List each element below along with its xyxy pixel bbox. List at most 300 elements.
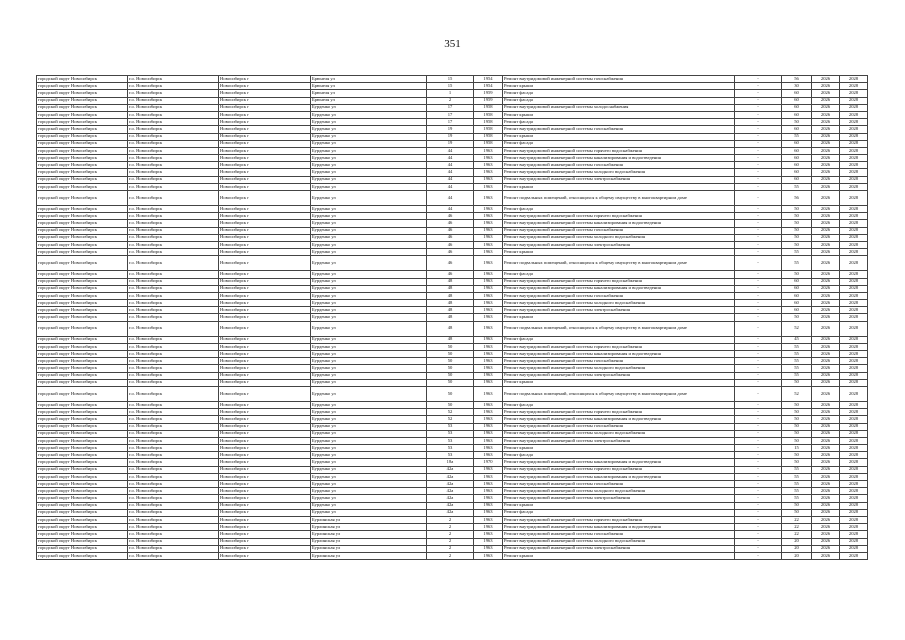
dash-cell: - (735, 452, 782, 459)
street-cell: Бурденко ул (311, 176, 427, 183)
house-cell: 50 (427, 372, 474, 379)
value-cell: 50 (782, 220, 812, 227)
start-year-cell: 2026 (812, 488, 840, 495)
work-type-cell: Ремонт подвальных помещений, относящихся к общему имуществу в многоквартирном доме (503, 321, 735, 336)
start-year-cell: 2026 (812, 416, 840, 423)
end-year-cell: 2028 (840, 191, 868, 206)
city-cell: Новосибирск г (219, 538, 311, 545)
end-year-cell: 2028 (840, 524, 868, 531)
work-type-cell: Ремонт крыши (503, 111, 735, 118)
municipality-cell: г.о. Новосибирск (128, 256, 219, 271)
value-cell: 55 (782, 358, 812, 365)
district-cell: городской округ Новосибирск (37, 206, 128, 213)
start-year-cell: 2026 (812, 147, 840, 154)
house-cell: 53 (427, 430, 474, 437)
house-cell: 44 (427, 206, 474, 213)
end-year-cell: 2028 (840, 430, 868, 437)
city-cell: Новосибирск г (219, 176, 311, 183)
end-year-cell: 2028 (840, 473, 868, 480)
value-cell: 20 (782, 552, 812, 559)
value-cell: 55 (782, 351, 812, 358)
city-cell: Новосибирск г (219, 234, 311, 241)
house-cell: 48 (427, 285, 474, 292)
work-type-cell: Ремонт фасада (503, 336, 735, 343)
table-row (37, 300, 868, 307)
end-year-cell: 2028 (840, 256, 868, 271)
work-type-cell: Ремонт крыши (503, 83, 735, 90)
table-row (37, 206, 868, 213)
work-type-cell: Ремонт внутридомовой инженерной системы холодного водоснабжения (503, 234, 735, 241)
house-cell: 17 (427, 104, 474, 111)
district-cell: городской округ Новосибирск (37, 552, 128, 559)
value-cell: 55 (782, 495, 812, 502)
street-cell: Бурлинская ул (311, 552, 427, 559)
end-year-cell: 2028 (840, 300, 868, 307)
house-cell: 19 (427, 133, 474, 140)
city-cell: Новосибирск г (219, 379, 311, 386)
year-cell: 1963 (474, 278, 503, 285)
start-year-cell: 2026 (812, 76, 840, 83)
start-year-cell: 2026 (812, 545, 840, 552)
municipality-cell: г.о. Новосибирск (128, 76, 219, 83)
dash-cell: - (735, 104, 782, 111)
municipality-cell: г.о. Новосибирск (128, 104, 219, 111)
work-type-cell: Ремонт внутридомовой инженерной системы горячего водоснабжения (503, 409, 735, 416)
start-year-cell: 2026 (812, 285, 840, 292)
house-cell: 46 (427, 256, 474, 271)
value-cell: 50 (782, 430, 812, 437)
end-year-cell: 2028 (840, 111, 868, 118)
year-cell: 1963 (474, 409, 503, 416)
city-cell: Новосибирск г (219, 97, 311, 104)
street-cell: Бурденко ул (311, 459, 427, 466)
municipality-cell: г.о. Новосибирск (128, 183, 219, 190)
value-cell: 60 (782, 97, 812, 104)
year-cell: 1959 (474, 90, 503, 97)
municipality-cell: г.о. Новосибирск (128, 321, 219, 336)
municipality-cell: г.о. Новосибирск (128, 162, 219, 169)
value-cell: 50 (782, 314, 812, 321)
district-cell: городской округ Новосибирск (37, 351, 128, 358)
district-cell: городской округ Новосибирск (37, 365, 128, 372)
end-year-cell: 2028 (840, 538, 868, 545)
house-cell: 44 (427, 183, 474, 190)
start-year-cell: 2026 (812, 278, 840, 285)
value-cell: 60 (782, 176, 812, 183)
year-cell: 1963 (474, 234, 503, 241)
district-cell: городской округ Новосибирск (37, 423, 128, 430)
city-cell: Новосибирск г (219, 285, 311, 292)
value-cell: 50 (782, 416, 812, 423)
dash-cell: - (735, 292, 782, 299)
dash-cell: - (735, 343, 782, 350)
district-cell: городской округ Новосибирск (37, 83, 128, 90)
end-year-cell: 2028 (840, 169, 868, 176)
table-row (37, 502, 868, 509)
dash-cell: - (735, 416, 782, 423)
city-cell: Новосибирск г (219, 502, 311, 509)
house-cell: 48 (427, 278, 474, 285)
year-cell: 1963 (474, 162, 503, 169)
dash-cell: - (735, 531, 782, 538)
end-year-cell: 2028 (840, 140, 868, 147)
house-cell: 44 (427, 155, 474, 162)
street-cell: Бурденко ул (311, 379, 427, 386)
end-year-cell: 2028 (840, 307, 868, 314)
year-cell: 1970 (474, 459, 503, 466)
street-cell: Бурденко ул (311, 111, 427, 118)
street-cell: Бурденко ул (311, 213, 427, 220)
street-cell: Бурденко ул (311, 481, 427, 488)
district-cell: городской округ Новосибирск (37, 459, 128, 466)
district-cell: городской округ Новосибирск (37, 386, 128, 401)
district-cell: городской округ Новосибирск (37, 191, 128, 206)
work-type-cell: Ремонт внутридомовой инженерной системы газоснабжения (503, 227, 735, 234)
city-cell: Новосибирск г (219, 516, 311, 523)
end-year-cell: 2028 (840, 104, 868, 111)
city-cell: Новосибирск г (219, 111, 311, 118)
district-cell: городской округ Новосибирск (37, 249, 128, 256)
street-cell: Бурденко ул (311, 191, 427, 206)
work-type-cell: Ремонт внутридомовой инженерной системы холодоснабжения (503, 104, 735, 111)
start-year-cell: 2026 (812, 379, 840, 386)
end-year-cell: 2028 (840, 445, 868, 452)
street-cell: Бурденко ул (311, 423, 427, 430)
district-cell: городской округ Новосибирск (37, 162, 128, 169)
work-type-cell: Ремонт крыши (503, 379, 735, 386)
dash-cell: - (735, 162, 782, 169)
end-year-cell: 2028 (840, 509, 868, 516)
end-year-cell: 2028 (840, 126, 868, 133)
dash-cell: - (735, 386, 782, 401)
table-row (37, 459, 868, 466)
year-cell: 1963 (474, 249, 503, 256)
value-cell: 60 (782, 126, 812, 133)
work-type-cell: Ремонт внутридомовой инженерной системы холодного водоснабжения (503, 300, 735, 307)
dash-cell: - (735, 430, 782, 437)
end-year-cell: 2028 (840, 176, 868, 183)
city-cell: Новосибирск г (219, 191, 311, 206)
dash-cell: - (735, 155, 782, 162)
work-type-cell: Ремонт внутридомовой инженерной системы газоснабжения (503, 481, 735, 488)
house-cell: 46 (427, 227, 474, 234)
value-cell: 50 (782, 213, 812, 220)
municipality-cell: г.о. Новосибирск (128, 285, 219, 292)
house-cell: 42а (427, 481, 474, 488)
start-year-cell: 2026 (812, 516, 840, 523)
start-year-cell: 2026 (812, 423, 840, 430)
page-number: 351 (444, 38, 461, 50)
municipality-cell: г.о. Новосибирск (128, 481, 219, 488)
municipality-cell: г.о. Новосибирск (128, 307, 219, 314)
municipality-cell: г.о. Новосибирск (128, 372, 219, 379)
street-cell: Бурденко ул (311, 183, 427, 190)
end-year-cell: 2028 (840, 495, 868, 502)
house-cell: 53 (427, 423, 474, 430)
district-cell: городской округ Новосибирск (37, 104, 128, 111)
house-cell: 50 (427, 343, 474, 350)
city-cell: Новосибирск г (219, 343, 311, 350)
start-year-cell: 2026 (812, 206, 840, 213)
street-cell: Бурденко ул (311, 437, 427, 444)
value-cell: 60 (782, 278, 812, 285)
work-type-cell: Ремонт внутридомовой инженерной системы горячего водоснабжения (503, 213, 735, 220)
table-row (37, 379, 868, 386)
city-cell: Новосибирск г (219, 430, 311, 437)
table-row (37, 452, 868, 459)
district-cell: городской округ Новосибирск (37, 509, 128, 516)
start-year-cell: 2026 (812, 271, 840, 278)
start-year-cell: 2026 (812, 90, 840, 97)
dash-cell: - (735, 256, 782, 271)
start-year-cell: 2026 (812, 552, 840, 559)
street-cell: Бурденко ул (311, 336, 427, 343)
table-row (37, 176, 868, 183)
house-cell: 2 (427, 531, 474, 538)
table-row (37, 285, 868, 292)
year-cell: 1963 (474, 314, 503, 321)
dash-cell: - (735, 488, 782, 495)
city-cell: Новосибирск г (219, 531, 311, 538)
table-row (37, 256, 868, 271)
city-cell: Новосибирск г (219, 147, 311, 154)
year-cell: 1963 (474, 538, 503, 545)
city-cell: Новосибирск г (219, 524, 311, 531)
value-cell: 30 (782, 83, 812, 90)
year-cell: 1963 (474, 502, 503, 509)
dash-cell: - (735, 234, 782, 241)
table-row (37, 401, 868, 408)
end-year-cell: 2028 (840, 386, 868, 401)
start-year-cell: 2026 (812, 321, 840, 336)
value-cell: 50 (782, 119, 812, 126)
district-cell: городской округ Новосибирск (37, 481, 128, 488)
city-cell: Новосибирск г (219, 206, 311, 213)
table-row (37, 90, 868, 97)
end-year-cell: 2028 (840, 545, 868, 552)
district-cell: городской округ Новосибирск (37, 76, 128, 83)
year-cell: 1958 (474, 140, 503, 147)
city-cell: Новосибирск г (219, 437, 311, 444)
start-year-cell: 2026 (812, 452, 840, 459)
district-cell: городской округ Новосибирск (37, 531, 128, 538)
value-cell: 50 (782, 234, 812, 241)
work-type-cell: Ремонт внутридомовой инженерной системы газоснабжения (503, 76, 735, 83)
value-cell: 50 (782, 227, 812, 234)
year-cell: 1963 (474, 292, 503, 299)
end-year-cell: 2028 (840, 343, 868, 350)
district-cell: городской округ Новосибирск (37, 126, 128, 133)
year-cell: 1958 (474, 126, 503, 133)
work-type-cell: Ремонт внутридомовой инженерной системы электроснабжения (503, 545, 735, 552)
district-cell: городской округ Новосибирск (37, 169, 128, 176)
dash-cell: - (735, 133, 782, 140)
house-cell: 2 (427, 538, 474, 545)
start-year-cell: 2026 (812, 481, 840, 488)
city-cell: Новосибирск г (219, 321, 311, 336)
house-cell: 2 (427, 524, 474, 531)
municipality-cell: г.о. Новосибирск (128, 241, 219, 248)
house-cell: 50 (427, 379, 474, 386)
municipality-cell: г.о. Новосибирск (128, 220, 219, 227)
end-year-cell: 2028 (840, 481, 868, 488)
table-row (37, 126, 868, 133)
table-row (37, 191, 868, 206)
end-year-cell: 2028 (840, 162, 868, 169)
city-cell: Новосибирск г (219, 126, 311, 133)
value-cell: 60 (782, 140, 812, 147)
house-cell: 19 (427, 140, 474, 147)
street-cell: Бурденко ул (311, 140, 427, 147)
district-cell: городской округ Новосибирск (37, 495, 128, 502)
district-cell: городской округ Новосибирск (37, 321, 128, 336)
district-cell: городской округ Новосибирск (37, 401, 128, 408)
start-year-cell: 2026 (812, 133, 840, 140)
house-cell: 17 (427, 119, 474, 126)
start-year-cell: 2026 (812, 119, 840, 126)
start-year-cell: 2026 (812, 227, 840, 234)
table-row (37, 423, 868, 430)
end-year-cell: 2028 (840, 351, 868, 358)
district-cell: городской округ Новосибирск (37, 133, 128, 140)
street-cell: Бурденко ул (311, 234, 427, 241)
street-cell: Бурденко ул (311, 119, 427, 126)
end-year-cell: 2028 (840, 292, 868, 299)
work-type-cell: Ремонт внутридомовой инженерной системы газоснабжения (503, 292, 735, 299)
municipality-cell: г.о. Новосибирск (128, 213, 219, 220)
dash-cell: - (735, 409, 782, 416)
year-cell: 1958 (474, 133, 503, 140)
end-year-cell: 2028 (840, 234, 868, 241)
end-year-cell: 2028 (840, 516, 868, 523)
street-cell: Бурденко ул (311, 155, 427, 162)
house-cell: 2 (427, 545, 474, 552)
street-cell: Бурденко ул (311, 285, 427, 292)
district-cell: городской округ Новосибирск (37, 416, 128, 423)
table-row (37, 169, 868, 176)
value-cell: 60 (782, 90, 812, 97)
start-year-cell: 2026 (812, 351, 840, 358)
street-cell: Бурденко ул (311, 147, 427, 154)
city-cell: Новосибирск г (219, 140, 311, 147)
start-year-cell: 2026 (812, 104, 840, 111)
district-cell: городской округ Новосибирск (37, 183, 128, 190)
start-year-cell: 2026 (812, 169, 840, 176)
table-row (37, 538, 868, 545)
value-cell: 50 (782, 379, 812, 386)
year-cell: 1963 (474, 241, 503, 248)
dash-cell: - (735, 445, 782, 452)
start-year-cell: 2026 (812, 111, 840, 118)
table-row (37, 473, 868, 480)
end-year-cell: 2028 (840, 416, 868, 423)
district-cell: городской округ Новосибирск (37, 445, 128, 452)
municipality-cell: г.о. Новосибирск (128, 83, 219, 90)
city-cell: Новосибирск г (219, 466, 311, 473)
work-type-cell: Ремонт фасада (503, 119, 735, 126)
year-cell: 1963 (474, 386, 503, 401)
year-cell: 1954 (474, 83, 503, 90)
municipality-cell: г.о. Новосибирск (128, 379, 219, 386)
house-cell: 2 (427, 552, 474, 559)
value-cell: 22 (782, 531, 812, 538)
house-cell: 42а (427, 473, 474, 480)
start-year-cell: 2026 (812, 386, 840, 401)
work-type-cell: Ремонт внутридомовой инженерной системы электроснабжения (503, 241, 735, 248)
table-row (37, 531, 868, 538)
dash-cell: - (735, 379, 782, 386)
start-year-cell: 2026 (812, 372, 840, 379)
city-cell: Новосибирск г (219, 155, 311, 162)
value-cell: 55 (782, 473, 812, 480)
city-cell: Новосибирск г (219, 133, 311, 140)
municipality-cell: г.о. Новосибирск (128, 314, 219, 321)
house-cell: 46 (427, 241, 474, 248)
work-type-cell: Ремонт фасада (503, 97, 735, 104)
year-cell: 1963 (474, 169, 503, 176)
year-cell: 1963 (474, 343, 503, 350)
work-type-cell: Ремонт внутридомовой инженерной системы канализирования и водоотведения (503, 473, 735, 480)
table-row (37, 351, 868, 358)
work-type-cell: Ремонт внутридомовой инженерной системы канализирования и водоотведения (503, 285, 735, 292)
end-year-cell: 2028 (840, 206, 868, 213)
table-row (37, 140, 868, 147)
table-row (37, 386, 868, 401)
work-type-cell: Ремонт внутридомовой инженерной системы канализирования и водоотведения (503, 155, 735, 162)
year-cell: 1963 (474, 509, 503, 516)
year-cell: 1963 (474, 227, 503, 234)
value-cell: 50 (782, 459, 812, 466)
end-year-cell: 2028 (840, 249, 868, 256)
dash-cell: - (735, 545, 782, 552)
district-cell: городской округ Новосибирск (37, 97, 128, 104)
dash-cell: - (735, 206, 782, 213)
city-cell: Новосибирск г (219, 220, 311, 227)
municipality-cell: г.о. Новосибирск (128, 191, 219, 206)
end-year-cell: 2028 (840, 365, 868, 372)
street-cell: Бурденко ул (311, 314, 427, 321)
city-cell: Новосибирск г (219, 292, 311, 299)
dash-cell: - (735, 83, 782, 90)
dash-cell: - (735, 538, 782, 545)
municipality-cell: г.о. Новосибирск (128, 488, 219, 495)
district-cell: городской округ Новосибирск (37, 155, 128, 162)
value-cell: 50 (782, 423, 812, 430)
year-cell: 1954 (474, 76, 503, 83)
year-cell: 1963 (474, 516, 503, 523)
value-cell: 50 (782, 437, 812, 444)
value-cell: 60 (782, 147, 812, 154)
start-year-cell: 2026 (812, 531, 840, 538)
year-cell: 1963 (474, 176, 503, 183)
municipality-cell: г.о. Новосибирск (128, 430, 219, 437)
dash-cell: - (735, 307, 782, 314)
city-cell: Новосибирск г (219, 452, 311, 459)
street-cell: Бурлинская ул (311, 538, 427, 545)
start-year-cell: 2026 (812, 220, 840, 227)
street-cell: Бурденко ул (311, 271, 427, 278)
district-cell: городской округ Новосибирск (37, 358, 128, 365)
value-cell: 50 (782, 271, 812, 278)
end-year-cell: 2028 (840, 379, 868, 386)
municipality-cell: г.о. Новосибирск (128, 249, 219, 256)
house-cell: 46 (427, 213, 474, 220)
value-cell: 52 (782, 386, 812, 401)
work-type-cell: Ремонт внутридомовой инженерной системы холодного водоснабжения (503, 538, 735, 545)
municipality-cell: г.о. Новосибирск (128, 278, 219, 285)
value-cell: 55 (782, 343, 812, 350)
start-year-cell: 2026 (812, 524, 840, 531)
